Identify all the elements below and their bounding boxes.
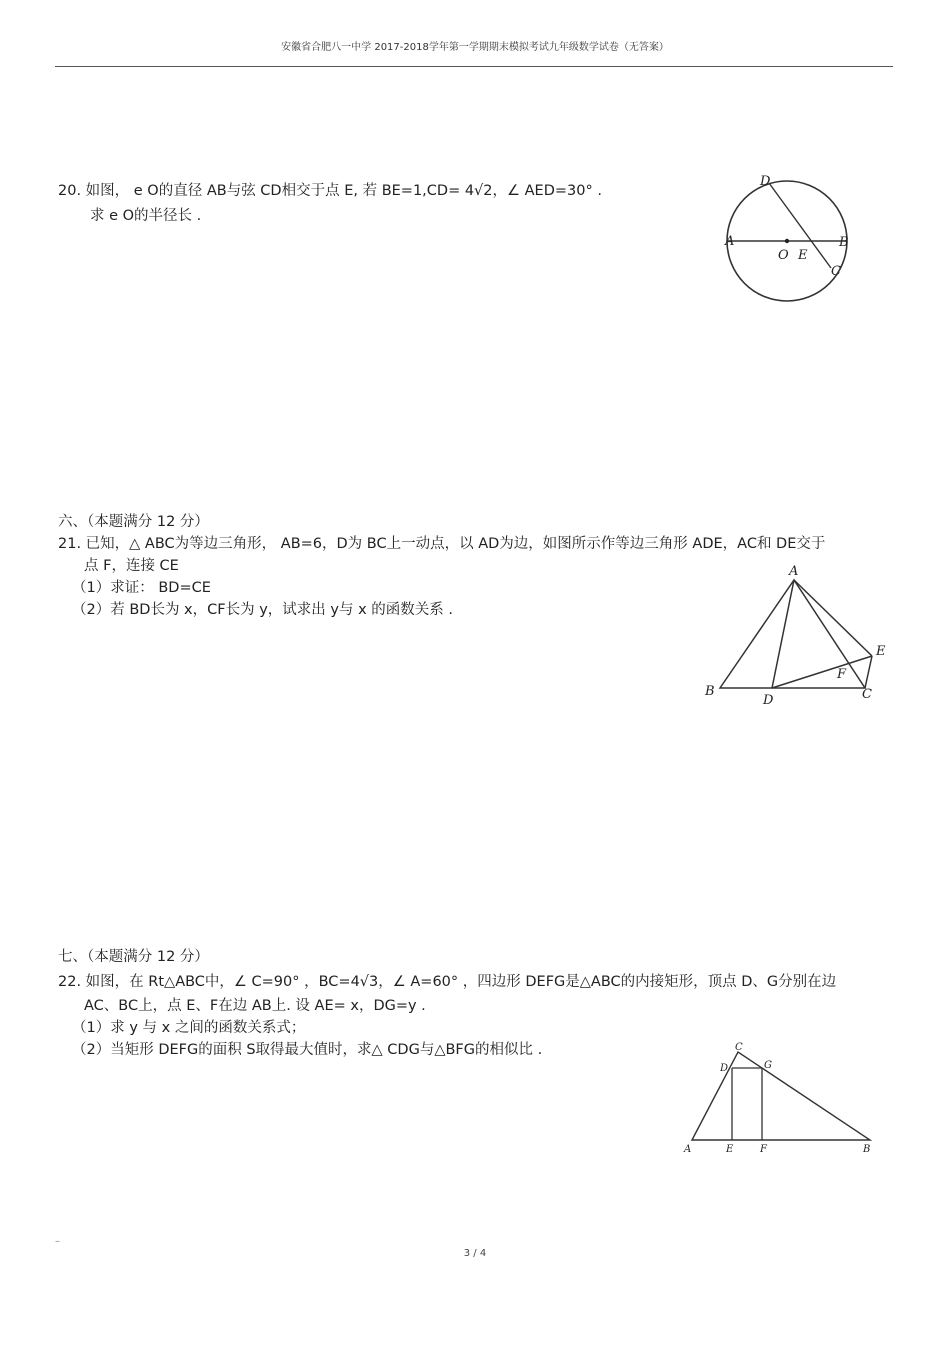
q22-line2: AC、BC上，点 E、F在边 AB上. 设 AE= x，DG=y . — [84, 998, 426, 1014]
fig20-label-c: C — [831, 264, 841, 279]
q21-line3: （1）求证： BD=CE — [72, 580, 211, 596]
fig22-label-c: C — [735, 1042, 743, 1053]
fig20-label-o: O — [778, 248, 789, 263]
fig22-label-a: A — [684, 1144, 692, 1155]
fig22-label-f: F — [760, 1144, 767, 1155]
section-7-title: 七、（本题满分 12 分） — [58, 949, 209, 965]
q21-line1: 21. 已知，△ ABC为等边三角形， AB=6，D为 BC上一动点，以 AD为边，如图所示作等边三角形 ADE，AC和 DE交于 — [58, 536, 826, 552]
fig20-label-e: E — [798, 248, 808, 263]
q22-line3: （1）求 y 与 x 之间的函数关系式； — [72, 1020, 306, 1036]
fig21-label-c: C — [862, 687, 872, 702]
fig20-label-a: A — [725, 234, 735, 249]
section-6-title: 六、（本题满分 12 分） — [58, 514, 209, 530]
q21-line4: （2）若 BD长为 x，CF长为 y，试求出 y与 x 的函数关系 . — [72, 602, 453, 618]
q22-line1: 22. 如图，在 Rt△ABC中，∠ C=90° ，BC=4√3，∠ A=60° ，四边形 DEFG是△ABC的内接矩形，顶点 D、G分别在边 — [58, 974, 837, 990]
fig22-label-b: B — [863, 1144, 871, 1155]
fig22-label-e: E — [726, 1144, 734, 1155]
header-rule — [55, 66, 893, 67]
figure-20-circle — [720, 165, 860, 310]
fig20-label-d: D — [760, 174, 771, 189]
footer-dash: – — [55, 1236, 60, 1247]
figure-22-rectangle — [680, 1040, 880, 1160]
q22-line4: （2）当矩形 DEFG的面积 S取得最大值时，求△ CDG与△BFG的相似比 . — [72, 1042, 543, 1058]
q20-line1: 20. 如图， e O的直径 AB与弦 CD相交于点 E, 若 BE=1,CD= 4√2，∠ AED=30° . — [58, 183, 602, 199]
fig22-label-g: G — [764, 1060, 772, 1071]
fig22-label-d: D — [720, 1063, 729, 1074]
fig21-label-e: E — [876, 644, 886, 659]
fig21-label-a: A — [789, 564, 799, 579]
figure-21-triangles — [700, 560, 900, 710]
fig20-label-b: B — [839, 235, 849, 250]
page-number: 3 / 4 — [463, 1248, 487, 1259]
page-header: 安徽省合肥八一中学 2017-2018学年第一学期期末模拟考试九年级数学试卷（无答案） — [281, 42, 669, 53]
q21-line2: 点 F，连接 CE — [84, 558, 179, 574]
fig21-label-f: F — [837, 667, 847, 682]
q20-line2: 求 e O的半径长 . — [90, 208, 202, 224]
fig21-label-d: D — [763, 693, 774, 708]
fig21-label-b: B — [705, 684, 715, 699]
